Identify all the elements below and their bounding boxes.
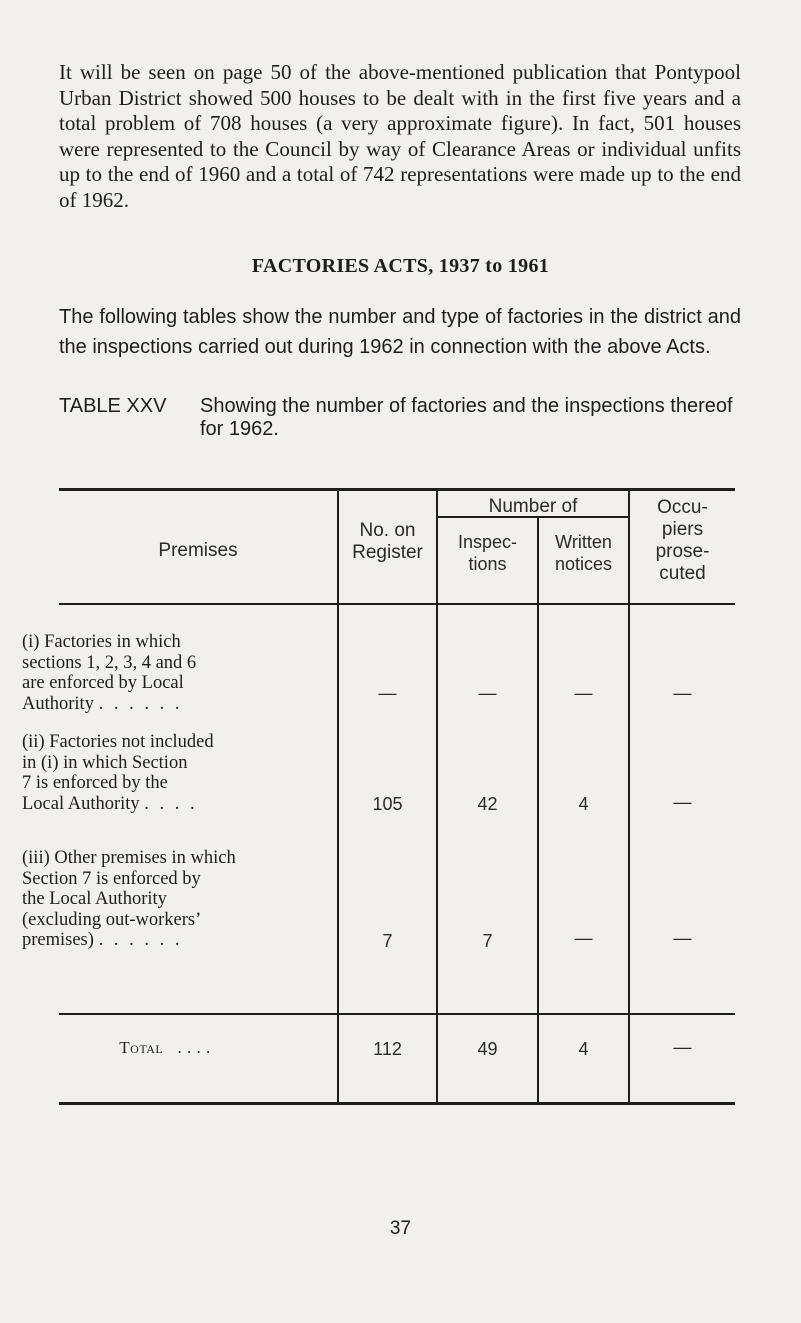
header-occupiers	[630, 497, 735, 585]
total-register: 112	[373, 1039, 402, 1059]
row-3-inspections: 7	[482, 931, 493, 951]
row-3-notices: —	[574, 928, 593, 948]
total-label: Total . . . .	[119, 1038, 211, 1057]
header-occupiers-line3: prose-	[655, 541, 710, 562]
intro-paragraph: It will be seen on page 50 of the above-mentioned publication that Pontypool Urban District showed 500 houses to be dealt with in the first five years and a total problem of 708 houses (a very approximate figure). In fact, 501 houses were represented to the Council by way of Clearance Areas or individual unfits up to the end of 1960 and a total of 742 representations were made up to the end of 1962.	[59, 60, 741, 212]
table-description: Showing the number of factories and the inspections thereof for 1962.	[200, 395, 733, 440]
header-premises: Premises	[158, 540, 238, 561]
description-paragraph: The following tables show the number and type of factories in the district and the inspections carried out during 1962 in connection with the above Acts.	[59, 306, 741, 358]
table-row-1-premises: (i) Factories in which sections 1, 2, 3, 4 and 6 are enforced by Local Authority . . . . . .	[22, 632, 197, 714]
header-occupiers-line2: piers	[661, 519, 704, 540]
header-register-line2: Register	[352, 542, 423, 563]
header-notices-line1: Written	[555, 532, 612, 552]
header-occupiers-line4: cuted	[659, 563, 706, 584]
total-prosecuted: —	[673, 1037, 692, 1057]
table-label: TABLE XXV	[59, 395, 167, 417]
row-1-register: —	[378, 683, 397, 703]
total-top-rule	[59, 1013, 735, 1015]
row-2-notices: 4	[578, 794, 589, 814]
row-3-register: 7	[382, 931, 393, 951]
total-notices: 4	[578, 1039, 589, 1059]
header-register-line1: No. on	[359, 520, 416, 541]
total-inspections: 49	[477, 1039, 498, 1059]
header-inspections	[438, 531, 537, 575]
table-row-3-premises: (iii) Other premises in which Section 7 is enforced by the Local Authority (excluding out-workers’ premises) . . . . . .	[22, 848, 236, 950]
header-notices-line2: notices	[554, 554, 613, 574]
header-inspections-line1: Inspec-	[457, 532, 518, 552]
header-occupiers-line1: Occu-	[657, 497, 708, 518]
row-2-prosecuted: —	[673, 792, 692, 812]
table-bottom-rule	[59, 1102, 735, 1105]
row-2-register: 105	[372, 794, 403, 814]
row-3-prosecuted: —	[673, 928, 692, 948]
section-heading: FACTORIES ACTS, 1937 to 1961	[251, 255, 550, 277]
row-1-inspections: —	[478, 683, 497, 703]
table-top-rule	[59, 488, 735, 491]
header-bottom-rule	[59, 603, 735, 605]
row-1-notices: —	[574, 683, 593, 703]
page-number: 37	[389, 1218, 412, 1239]
row-1-prosecuted: —	[673, 683, 692, 703]
header-inspections-line2: tions	[468, 554, 507, 574]
header-register	[339, 520, 436, 564]
table-row-2-premises: (ii) Factories not included in (i) in which Section 7 is enforced by the Local Authority . . . .	[22, 732, 214, 814]
header-notices	[539, 531, 628, 575]
header-number-of: Number of	[488, 496, 578, 517]
row-2-inspections: 42	[477, 794, 498, 814]
